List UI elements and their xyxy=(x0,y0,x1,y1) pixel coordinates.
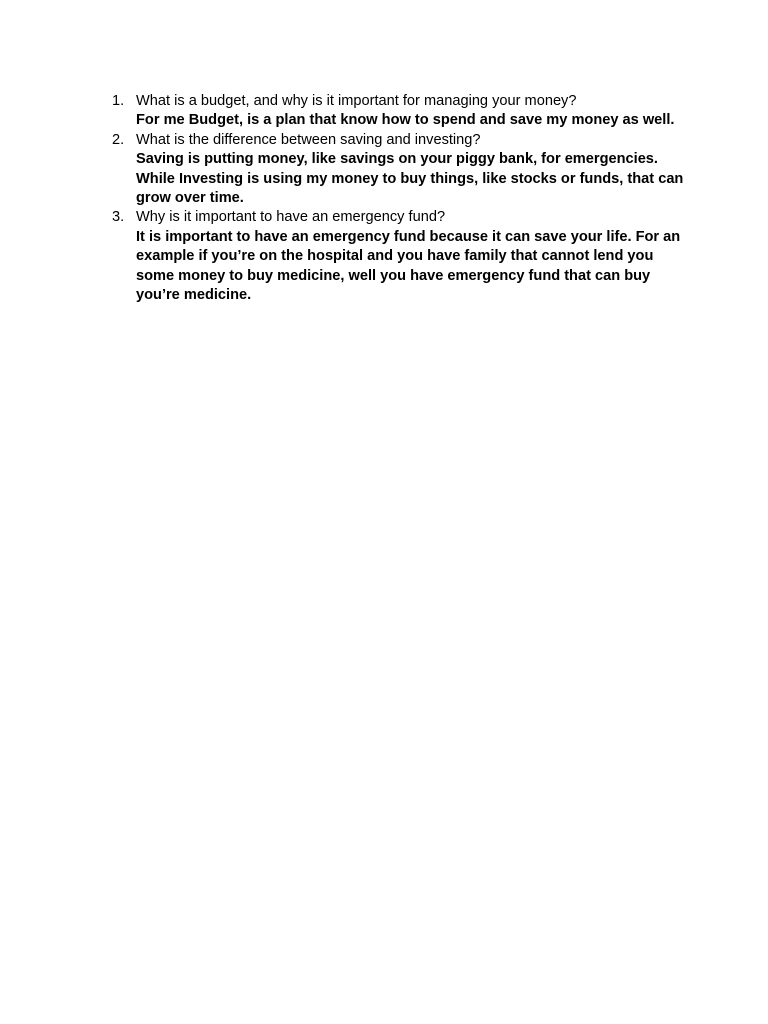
answer-text: Saving is putting money, like savings on your piggy bank, for emergencies. While Investing is using my money to buy things, like stocks or funds, that can grow over time. xyxy=(136,151,684,207)
list-item xyxy=(104,208,684,305)
item-number: 1. xyxy=(112,93,125,109)
question-text: What is a budget, and why is it important for managing your money? xyxy=(136,93,577,109)
question-list xyxy=(104,92,684,305)
list-item xyxy=(104,92,684,131)
answer-text: It is important to have an emergency fund because it can save your life. For an example if you’re on the hospital and you have family that cannot lend you some money to buy medicine, well you have emergency fund that can buy you’re medicine. xyxy=(136,228,681,304)
answer-text: For me Budget, is a plan that know how to spend and save my money as well. xyxy=(136,112,675,129)
item-number: 2. xyxy=(112,131,125,148)
question-text: What is the difference between saving and investing? xyxy=(136,131,481,148)
list-item xyxy=(104,131,684,209)
item-number: 3. xyxy=(112,209,125,226)
question-text: Why is it important to have an emergency fund? xyxy=(136,209,446,226)
